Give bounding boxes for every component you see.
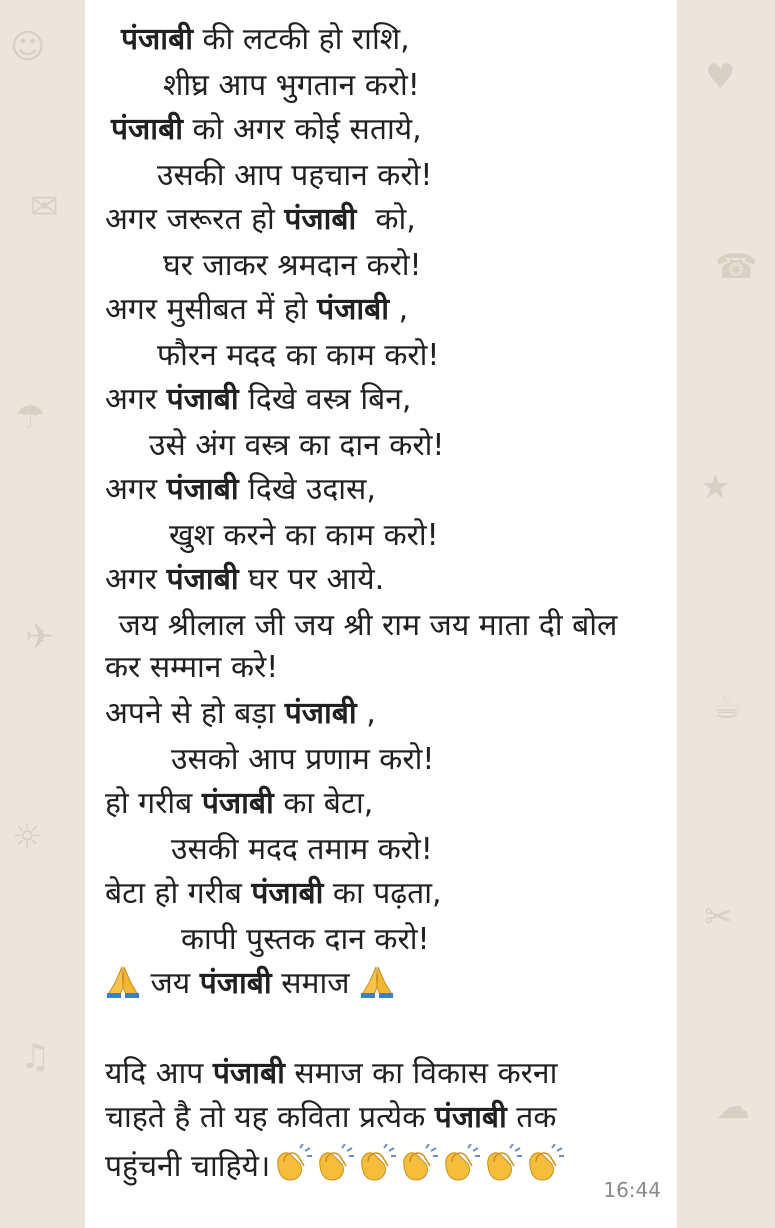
folded-hands-icon (359, 965, 395, 999)
keyword-bold: पंजाबी (284, 202, 357, 237)
wallpaper-doodle: ✉ (30, 187, 59, 227)
line-text: घर पर आये. (238, 562, 385, 597)
message-line (105, 560, 677, 600)
line-text: तक (506, 1100, 557, 1135)
line-text: हो गरीब (105, 786, 202, 821)
clapping-hands-icon (438, 1144, 480, 1184)
wallpaper-doodle: ☂ (15, 397, 46, 437)
line-text: फौरन मदद का काम करो! (157, 338, 440, 373)
wallpaper-doodle: ♥ (705, 57, 736, 97)
line-text: अगर (105, 382, 167, 417)
message-line (105, 1054, 677, 1094)
message-line (149, 426, 677, 466)
message-line (121, 20, 677, 60)
message-line (171, 740, 677, 780)
clapping-hands-icon (396, 1144, 438, 1184)
keyword-bold: पंजाबी (212, 1056, 285, 1091)
line-text: समाज (271, 966, 360, 1001)
keyword-bold: पंजाबी (111, 112, 183, 147)
wallpaper-doodle: ☺ (10, 27, 46, 67)
message-line (105, 648, 677, 688)
keyword-bold: पंजाबी (166, 472, 239, 507)
line-text: , (389, 292, 409, 327)
wallpaper-doodle: ☕ (712, 687, 743, 727)
message-line (105, 874, 677, 914)
line-text: शीघ्र आप भुगतान करो! (163, 68, 420, 103)
wallpaper-doodle: ✈ (25, 617, 54, 657)
line-text: अगर मुसीबत में हो (105, 292, 318, 327)
line-text: उसकी मदद तमाम करो! (171, 832, 433, 867)
message-line (163, 246, 677, 286)
message-line (111, 110, 677, 150)
line-text: उसको आप प्रणाम करो! (171, 742, 435, 777)
folded-hands-icon (105, 965, 141, 999)
keyword-bold: पंजाबी (251, 876, 324, 911)
keyword-bold: पंजाबी (284, 696, 357, 731)
clapping-hands-icon (312, 1144, 354, 1184)
message-line (157, 156, 677, 196)
message-line (105, 290, 677, 330)
wallpaper-doodle: ★ (700, 467, 731, 507)
message-line (105, 380, 677, 420)
message-line (105, 964, 677, 1004)
line-text: दिखे उदास, (238, 472, 376, 507)
line-text: बेटा हो गरीब (105, 876, 252, 911)
line-text: उसकी आप पहचान करो! (157, 158, 433, 193)
line-text: जय श्रीलाल जी जय श्री राम जय माता दी बोल (109, 608, 618, 643)
line-text: दिखे वस्त्र बिन, (238, 382, 412, 417)
line-text: पहुंचनी चाहिये। (105, 1149, 271, 1184)
line-text: समाज का विकास करना (284, 1056, 558, 1091)
wallpaper-doodle: ♫ (20, 1037, 51, 1077)
line-text: जय (141, 966, 200, 1001)
line-text: अपने से हो बड़ा (105, 696, 285, 731)
message-line (169, 516, 677, 556)
line-text: उसे अंग वस्त्र का दान करो! (149, 428, 445, 463)
line-text: अगर (105, 472, 167, 507)
message-line (163, 66, 677, 106)
line-text: का पढ़ता, (323, 876, 442, 911)
line-text: की लटकी हो राशि, (192, 22, 410, 57)
message-line (171, 830, 677, 870)
message-line (105, 784, 677, 824)
message-line (157, 336, 677, 376)
wallpaper-doodle: ☼ (12, 817, 43, 857)
keyword-bold: पंजाबी (121, 22, 193, 57)
message-line (181, 920, 677, 960)
wallpaper-doodle: ☁ (716, 1087, 750, 1127)
message-line (105, 694, 677, 734)
wallpaper-doodle: ☎ (715, 247, 758, 287)
line-text: को, (356, 202, 416, 237)
line-text: , (356, 696, 376, 731)
message-bubble[interactable] (85, 0, 677, 1228)
message-line (105, 1144, 677, 1187)
keyword-bold: पंजाबी (434, 1100, 507, 1135)
message-line (105, 1098, 677, 1138)
keyword-bold: पंजाबी (201, 786, 274, 821)
line-text: को अगर कोई सताये, (182, 112, 422, 147)
line-text: चाहते है तो यह कविता प्रत्येक (105, 1100, 435, 1135)
keyword-bold: पंजाबी (166, 382, 239, 417)
line-text: अगर (105, 562, 167, 597)
line-text: यदि आप (105, 1056, 213, 1091)
line-text: खुश करने का काम करो! (169, 518, 439, 553)
message-line (109, 606, 677, 646)
wallpaper-doodle: ✂ (704, 897, 733, 937)
clapping-hands-icon (522, 1144, 564, 1184)
clapping-hands-icon (270, 1144, 312, 1184)
message-timestamp: 16:44 (603, 1178, 661, 1202)
clapping-hands-icon (354, 1144, 396, 1184)
line-text: घर जाकर श्रमदान करो! (163, 248, 422, 283)
keyword-bold: पंजाबी (166, 562, 239, 597)
keyword-bold: पंजाबी (317, 292, 390, 327)
line-text: कर सम्मान करे! (105, 650, 279, 685)
line-text: अगर जरूरत हो (105, 202, 285, 237)
message-line (105, 200, 677, 240)
clapping-hands-icon (480, 1144, 522, 1184)
message-line (105, 470, 677, 510)
line-text: का बेटा, (273, 786, 374, 821)
line-text: कापी पुस्तक दान करो! (181, 922, 430, 957)
keyword-bold: पंजाबी (199, 966, 272, 1001)
